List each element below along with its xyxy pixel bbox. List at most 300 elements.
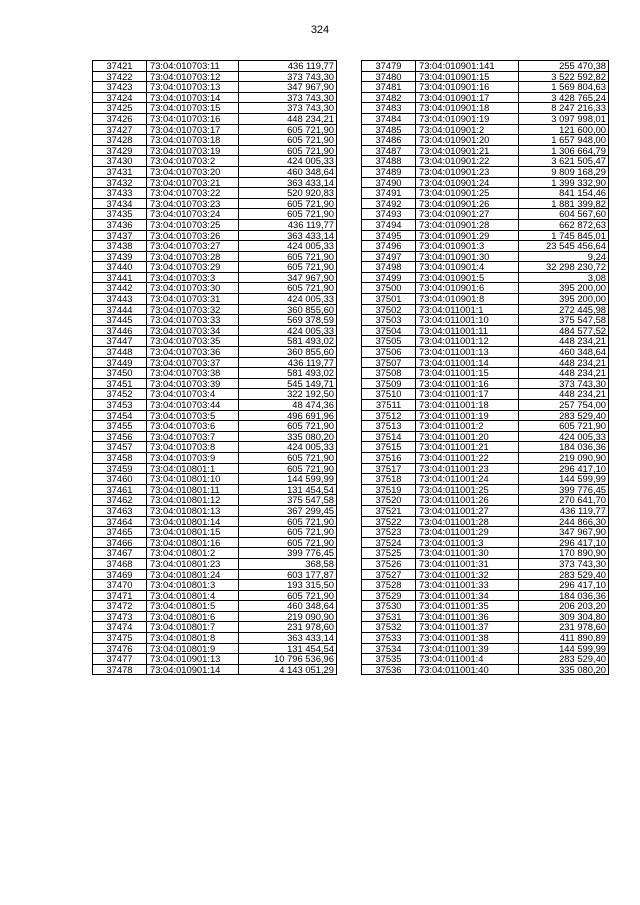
row-number: 37458 (93, 452, 147, 463)
row-number: 37436 (93, 219, 147, 230)
cadastral-value: 1 657 948,00 (519, 135, 609, 146)
cadastral-value: 32 298 230,72 (519, 262, 609, 273)
cadastral-value: 569 378,59 (239, 315, 337, 326)
row-number: 37502 (362, 304, 416, 315)
cadastral-value: 131 454,54 (239, 643, 337, 654)
table-row (93, 537, 337, 548)
row-number: 37487 (362, 145, 416, 156)
cadastral-value: 360 855,60 (239, 304, 337, 315)
row-number: 37444 (93, 304, 147, 315)
cadastral-value: 121 600,00 (519, 124, 609, 135)
cadastral-value: 460 348,64 (239, 166, 337, 177)
cadastral-value: 373 743,30 (519, 558, 609, 569)
cadastral-value: 219 090,90 (239, 611, 337, 622)
row-number: 37524 (362, 537, 416, 548)
table-row (93, 315, 337, 326)
cadastral-number: 73:04:010703:3 (147, 272, 239, 283)
table-row (93, 251, 337, 262)
row-number: 37515 (362, 442, 416, 453)
table-row (362, 177, 609, 188)
table-row (362, 188, 609, 199)
cadastral-value: 460 348,64 (239, 601, 337, 612)
table-row (93, 548, 337, 559)
table-row (362, 325, 609, 336)
table-row (93, 209, 337, 220)
table-row (93, 230, 337, 241)
row-number: 37526 (362, 558, 416, 569)
cadastral-number: 73:04:010901:4 (416, 262, 519, 273)
cadastral-number: 73:04:010901:25 (416, 188, 519, 199)
cadastral-value: 23 545 456,64 (519, 241, 609, 252)
row-number: 37426 (93, 113, 147, 124)
row-number: 37530 (362, 601, 416, 612)
cadastral-value: 375 547,58 (239, 495, 337, 506)
row-number: 37522 (362, 516, 416, 527)
table-row (362, 251, 609, 262)
cadastral-value: 436 119,77 (239, 219, 337, 230)
cadastral-number: 73:04:011001:29 (416, 527, 519, 538)
cadastral-value: 448 234,21 (519, 357, 609, 368)
cadastral-number: 73:04:010901:17 (416, 92, 519, 103)
cadastral-number: 73:04:010901:23 (416, 166, 519, 177)
cadastral-number: 73:04:010801:13 (147, 505, 239, 516)
cadastral-value: 424 005,33 (239, 442, 337, 453)
cadastral-number: 73:04:011001:32 (416, 569, 519, 580)
row-number: 37533 (362, 633, 416, 644)
table-row (362, 580, 609, 591)
table-row (93, 569, 337, 580)
row-number: 37451 (93, 378, 147, 389)
cadastral-number: 73:04:010703:12 (147, 71, 239, 82)
row-number: 37510 (362, 389, 416, 400)
row-number: 37448 (93, 347, 147, 358)
row-number: 37516 (362, 452, 416, 463)
table-row (93, 283, 337, 294)
cadastral-number: 73:04:011001:16 (416, 378, 519, 389)
row-number: 37473 (93, 611, 147, 622)
cadastral-number: 73:04:010703:25 (147, 219, 239, 230)
table-row (362, 135, 609, 146)
row-number: 37491 (362, 188, 416, 199)
row-number: 37520 (362, 495, 416, 506)
cadastral-number: 73:04:010703:21 (147, 177, 239, 188)
cadastral-value: 363 433,14 (239, 177, 337, 188)
cadastral-number: 73:04:010901:15 (416, 71, 519, 82)
cadastral-value: 363 433,14 (239, 230, 337, 241)
row-number: 37425 (93, 103, 147, 114)
row-number: 37421 (93, 61, 147, 72)
table-row (362, 643, 609, 654)
table-row (93, 113, 337, 124)
cadastral-number: 73:04:011001:40 (416, 664, 519, 675)
row-number: 37494 (362, 219, 416, 230)
cadastral-value: 144 599,99 (519, 474, 609, 485)
cadastral-value: 347 967,90 (239, 272, 337, 283)
row-number: 37453 (93, 400, 147, 411)
table-row (93, 71, 337, 82)
table-row (93, 135, 337, 146)
table-row (362, 590, 609, 601)
table-row (93, 527, 337, 538)
table-row (362, 558, 609, 569)
table-row (362, 601, 609, 612)
table-row (362, 347, 609, 358)
row-number: 37529 (362, 590, 416, 601)
cadastral-number: 73:04:010703:27 (147, 241, 239, 252)
cadastral-number: 73:04:011001:14 (416, 357, 519, 368)
cadastral-number: 73:04:010901:29 (416, 230, 519, 241)
table-row (93, 272, 337, 283)
row-number: 37446 (93, 325, 147, 336)
cadastral-value: 244 866,30 (519, 516, 609, 527)
row-number: 37430 (93, 156, 147, 167)
row-number: 37424 (93, 92, 147, 103)
cadastral-value: 424 005,33 (239, 156, 337, 167)
cadastral-value: 3 428 765,24 (519, 92, 609, 103)
cadastral-value: 1 745 845,01 (519, 230, 609, 241)
row-number: 37469 (93, 569, 147, 580)
cadastral-number: 73:04:010703:5 (147, 410, 239, 421)
row-number: 37511 (362, 400, 416, 411)
cadastral-value: 270 641,70 (519, 495, 609, 506)
right-register-table (361, 60, 609, 675)
row-number: 37449 (93, 357, 147, 368)
cadastral-value: 283 529,40 (519, 410, 609, 421)
cadastral-number: 73:04:011001:33 (416, 580, 519, 591)
row-number: 37512 (362, 410, 416, 421)
row-number: 37422 (93, 71, 147, 82)
cadastral-number: 73:04:011001:25 (416, 484, 519, 495)
cadastral-number: 73:04:010801:8 (147, 633, 239, 644)
cadastral-value: 373 743,30 (239, 71, 337, 82)
row-number: 37507 (362, 357, 416, 368)
cadastral-value: 368,58 (239, 558, 337, 569)
cadastral-number: 73:04:010703:44 (147, 400, 239, 411)
cadastral-number: 73:04:010801:4 (147, 590, 239, 601)
row-number: 37438 (93, 241, 147, 252)
cadastral-number: 73:04:011001:26 (416, 495, 519, 506)
cadastral-value: 335 080,20 (519, 664, 609, 675)
row-number: 37457 (93, 442, 147, 453)
cadastral-value: 399 776,45 (239, 548, 337, 559)
cadastral-value: 373 743,30 (239, 103, 337, 114)
table-row (93, 219, 337, 230)
table-row (93, 198, 337, 209)
table-row (362, 495, 609, 506)
cadastral-value: 363 433,14 (239, 633, 337, 644)
cadastral-value: 3 522 592,82 (519, 71, 609, 82)
row-number: 37492 (362, 198, 416, 209)
table-row (93, 347, 337, 358)
cadastral-value: 605 721,90 (239, 590, 337, 601)
row-number: 37532 (362, 622, 416, 633)
cadastral-value: 448 234,21 (519, 389, 609, 400)
cadastral-number: 73:04:010703:20 (147, 166, 239, 177)
table-row (362, 124, 609, 135)
cadastral-value: 296 417,10 (519, 580, 609, 591)
table-row (93, 633, 337, 644)
table-row (93, 452, 337, 463)
row-number: 37465 (93, 527, 147, 538)
cadastral-value: 603 177,87 (239, 569, 337, 580)
table-row (93, 484, 337, 495)
row-number: 37503 (362, 315, 416, 326)
cadastral-value: 373 743,30 (239, 92, 337, 103)
row-number: 37428 (93, 135, 147, 146)
cadastral-value: 3,08 (519, 272, 609, 283)
cadastral-number: 73:04:011001:31 (416, 558, 519, 569)
cadastral-number: 73:04:010703:39 (147, 378, 239, 389)
cadastral-value: 1 399 332,90 (519, 177, 609, 188)
table-row (362, 421, 609, 432)
table-row (93, 463, 337, 474)
row-number: 37476 (93, 643, 147, 654)
row-number: 37477 (93, 654, 147, 665)
table-row (362, 198, 609, 209)
table-row (362, 336, 609, 347)
row-number: 37427 (93, 124, 147, 135)
table-row (93, 601, 337, 612)
cadastral-number: 73:04:010801:16 (147, 537, 239, 548)
row-number: 37454 (93, 410, 147, 421)
cadastral-value: 395 200,00 (519, 283, 609, 294)
cadastral-number: 73:04:010901:22 (416, 156, 519, 167)
cadastral-number: 73:04:010801:11 (147, 484, 239, 495)
table-row (362, 241, 609, 252)
cadastral-value: 424 005,33 (239, 294, 337, 305)
cadastral-number: 73:04:010703:37 (147, 357, 239, 368)
table-row (362, 209, 609, 220)
table-row (362, 633, 609, 644)
table-row (362, 484, 609, 495)
table-row (93, 664, 337, 675)
cadastral-value: 605 721,90 (239, 283, 337, 294)
row-number: 37482 (362, 92, 416, 103)
table-row (93, 304, 337, 315)
cadastral-value: 272 445,98 (519, 304, 609, 315)
cadastral-value: 4 143 051,29 (239, 664, 337, 675)
row-number: 37489 (362, 166, 416, 177)
table-row (93, 294, 337, 305)
row-number: 37484 (362, 113, 416, 124)
cadastral-value: 484 577,52 (519, 325, 609, 336)
row-number: 37472 (93, 601, 147, 612)
table-row (362, 527, 609, 538)
table-row (93, 431, 337, 442)
cadastral-number: 73:04:010801:14 (147, 516, 239, 527)
cadastral-number: 73:04:011001:27 (416, 505, 519, 516)
row-number: 37474 (93, 622, 147, 633)
cadastral-value: 436 119,77 (519, 505, 609, 516)
cadastral-number: 73:04:010901:14 (147, 664, 239, 675)
table-row (93, 357, 337, 368)
cadastral-value: 170 890,90 (519, 548, 609, 559)
cadastral-number: 73:04:010901:28 (416, 219, 519, 230)
row-number: 37463 (93, 505, 147, 516)
cadastral-value: 3 097 998,01 (519, 113, 609, 124)
cadastral-number: 73:04:011001:2 (416, 421, 519, 432)
row-number: 37450 (93, 368, 147, 379)
table-row (93, 442, 337, 453)
row-number: 37439 (93, 251, 147, 262)
row-number: 37501 (362, 294, 416, 305)
cadastral-number: 73:04:010801:2 (147, 548, 239, 559)
table-row (362, 219, 609, 230)
cadastral-value: 841 154,46 (519, 188, 609, 199)
table-row (362, 166, 609, 177)
cadastral-value: 9,24 (519, 251, 609, 262)
table-row (362, 442, 609, 453)
cadastral-number: 73:04:010703:15 (147, 103, 239, 114)
cadastral-number: 73:04:011001:18 (416, 400, 519, 411)
cadastral-number: 73:04:010901:21 (416, 145, 519, 156)
cadastral-value: 605 721,90 (239, 463, 337, 474)
cadastral-number: 73:04:010901:24 (416, 177, 519, 188)
cadastral-value: 283 529,40 (519, 654, 609, 665)
row-number: 37485 (362, 124, 416, 135)
table-row (93, 124, 337, 135)
cadastral-number: 73:04:011001:1 (416, 304, 519, 315)
row-number: 37499 (362, 272, 416, 283)
cadastral-value: 496 691,96 (239, 410, 337, 421)
row-number: 37462 (93, 495, 147, 506)
cadastral-number: 73:04:010703:22 (147, 188, 239, 199)
row-number: 37432 (93, 177, 147, 188)
row-number: 37523 (362, 527, 416, 538)
cadastral-value: 605 721,90 (239, 516, 337, 527)
cadastral-value: 424 005,33 (239, 241, 337, 252)
cadastral-number: 73:04:010703:8 (147, 442, 239, 453)
page-number: 324 (310, 24, 330, 36)
cadastral-number: 73:04:011001:28 (416, 516, 519, 527)
cadastral-number: 73:04:010703:24 (147, 209, 239, 220)
table-row (93, 368, 337, 379)
table-row (93, 474, 337, 485)
cadastral-value: 8 247 216,33 (519, 103, 609, 114)
cadastral-number: 73:04:010703:6 (147, 421, 239, 432)
cadastral-number: 73:04:010703:13 (147, 82, 239, 93)
row-number: 37486 (362, 135, 416, 146)
table-row (362, 283, 609, 294)
row-number: 37434 (93, 198, 147, 209)
row-number: 37504 (362, 325, 416, 336)
table-row (362, 452, 609, 463)
row-number: 37493 (362, 209, 416, 220)
table-row (93, 421, 337, 432)
cadastral-value: 9 809 168,29 (519, 166, 609, 177)
cadastral-value: 395 200,00 (519, 294, 609, 305)
cadastral-number: 73:04:010703:2 (147, 156, 239, 167)
cadastral-value: 131 454,54 (239, 484, 337, 495)
cadastral-number: 73:04:011001:13 (416, 347, 519, 358)
cadastral-value: 1 569 804,63 (519, 82, 609, 93)
table-row (93, 378, 337, 389)
table-row (362, 474, 609, 485)
cadastral-value: 257 754,00 (519, 400, 609, 411)
cadastral-value: 545 149,71 (239, 378, 337, 389)
table-row (93, 82, 337, 93)
cadastral-value: 193 315,50 (239, 580, 337, 591)
cadastral-number: 73:04:010901:16 (416, 82, 519, 93)
cadastral-value: 411 890,89 (519, 633, 609, 644)
cadastral-number: 73:04:010801:15 (147, 527, 239, 538)
cadastral-value: 373 743,30 (519, 378, 609, 389)
cadastral-number: 73:04:010901:5 (416, 272, 519, 283)
table-row (362, 622, 609, 633)
cadastral-number: 73:04:011001:24 (416, 474, 519, 485)
cadastral-number: 73:04:010801:12 (147, 495, 239, 506)
cadastral-number: 73:04:010901:20 (416, 135, 519, 146)
row-number: 37440 (93, 262, 147, 273)
cadastral-value: 3 621 505,47 (519, 156, 609, 167)
cadastral-number: 73:04:010703:23 (147, 198, 239, 209)
cadastral-number: 73:04:010703:30 (147, 283, 239, 294)
right-register-body (362, 61, 609, 675)
row-number: 37466 (93, 537, 147, 548)
cadastral-number: 73:04:011001:36 (416, 611, 519, 622)
table-row (93, 643, 337, 654)
row-number: 37528 (362, 580, 416, 591)
table-row (93, 495, 337, 506)
cadastral-value: 662 872,63 (519, 219, 609, 230)
table-row (362, 156, 609, 167)
table-row (362, 272, 609, 283)
cadastral-number: 73:04:011001:37 (416, 622, 519, 633)
table-row (362, 516, 609, 527)
row-number: 37464 (93, 516, 147, 527)
cadastral-number: 73:04:010901:8 (416, 294, 519, 305)
cadastral-value: 605 721,90 (239, 262, 337, 273)
cadastral-value: 347 967,90 (519, 527, 609, 538)
cadastral-number: 73:04:010901:2 (416, 124, 519, 135)
row-number: 37423 (93, 82, 147, 93)
table-row (362, 537, 609, 548)
cadastral-number: 73:04:011001:20 (416, 431, 519, 442)
cadastral-number: 73:04:010801:1 (147, 463, 239, 474)
cadastral-number: 73:04:010703:33 (147, 315, 239, 326)
cadastral-value: 605 721,90 (239, 124, 337, 135)
table-row (362, 569, 609, 580)
cadastral-number: 73:04:010801:23 (147, 558, 239, 569)
table-row (93, 241, 337, 252)
row-number: 37498 (362, 262, 416, 273)
row-number: 37500 (362, 283, 416, 294)
table-row (93, 262, 337, 273)
row-number: 37470 (93, 580, 147, 591)
cadastral-value: 604 567,60 (519, 209, 609, 220)
cadastral-number: 73:04:010703:9 (147, 452, 239, 463)
table-row (362, 230, 609, 241)
table-row (362, 71, 609, 82)
cadastral-number: 73:04:011001:10 (416, 315, 519, 326)
cadastral-value: 231 978,60 (519, 622, 609, 633)
cadastral-value: 322 192,50 (239, 389, 337, 400)
table-row (93, 389, 337, 400)
cadastral-value: 184 036,36 (519, 442, 609, 453)
cadastral-value: 309 304,80 (519, 611, 609, 622)
row-number: 37509 (362, 378, 416, 389)
row-number: 37479 (362, 61, 416, 72)
table-row (93, 103, 337, 114)
table-row (93, 156, 337, 167)
table-row (362, 357, 609, 368)
cadastral-value: 399 776,45 (519, 484, 609, 495)
row-number: 37478 (93, 664, 147, 675)
cadastral-number: 73:04:010901:26 (416, 198, 519, 209)
cadastral-number: 73:04:010801:10 (147, 474, 239, 485)
row-number: 37517 (362, 463, 416, 474)
table-row (362, 304, 609, 315)
